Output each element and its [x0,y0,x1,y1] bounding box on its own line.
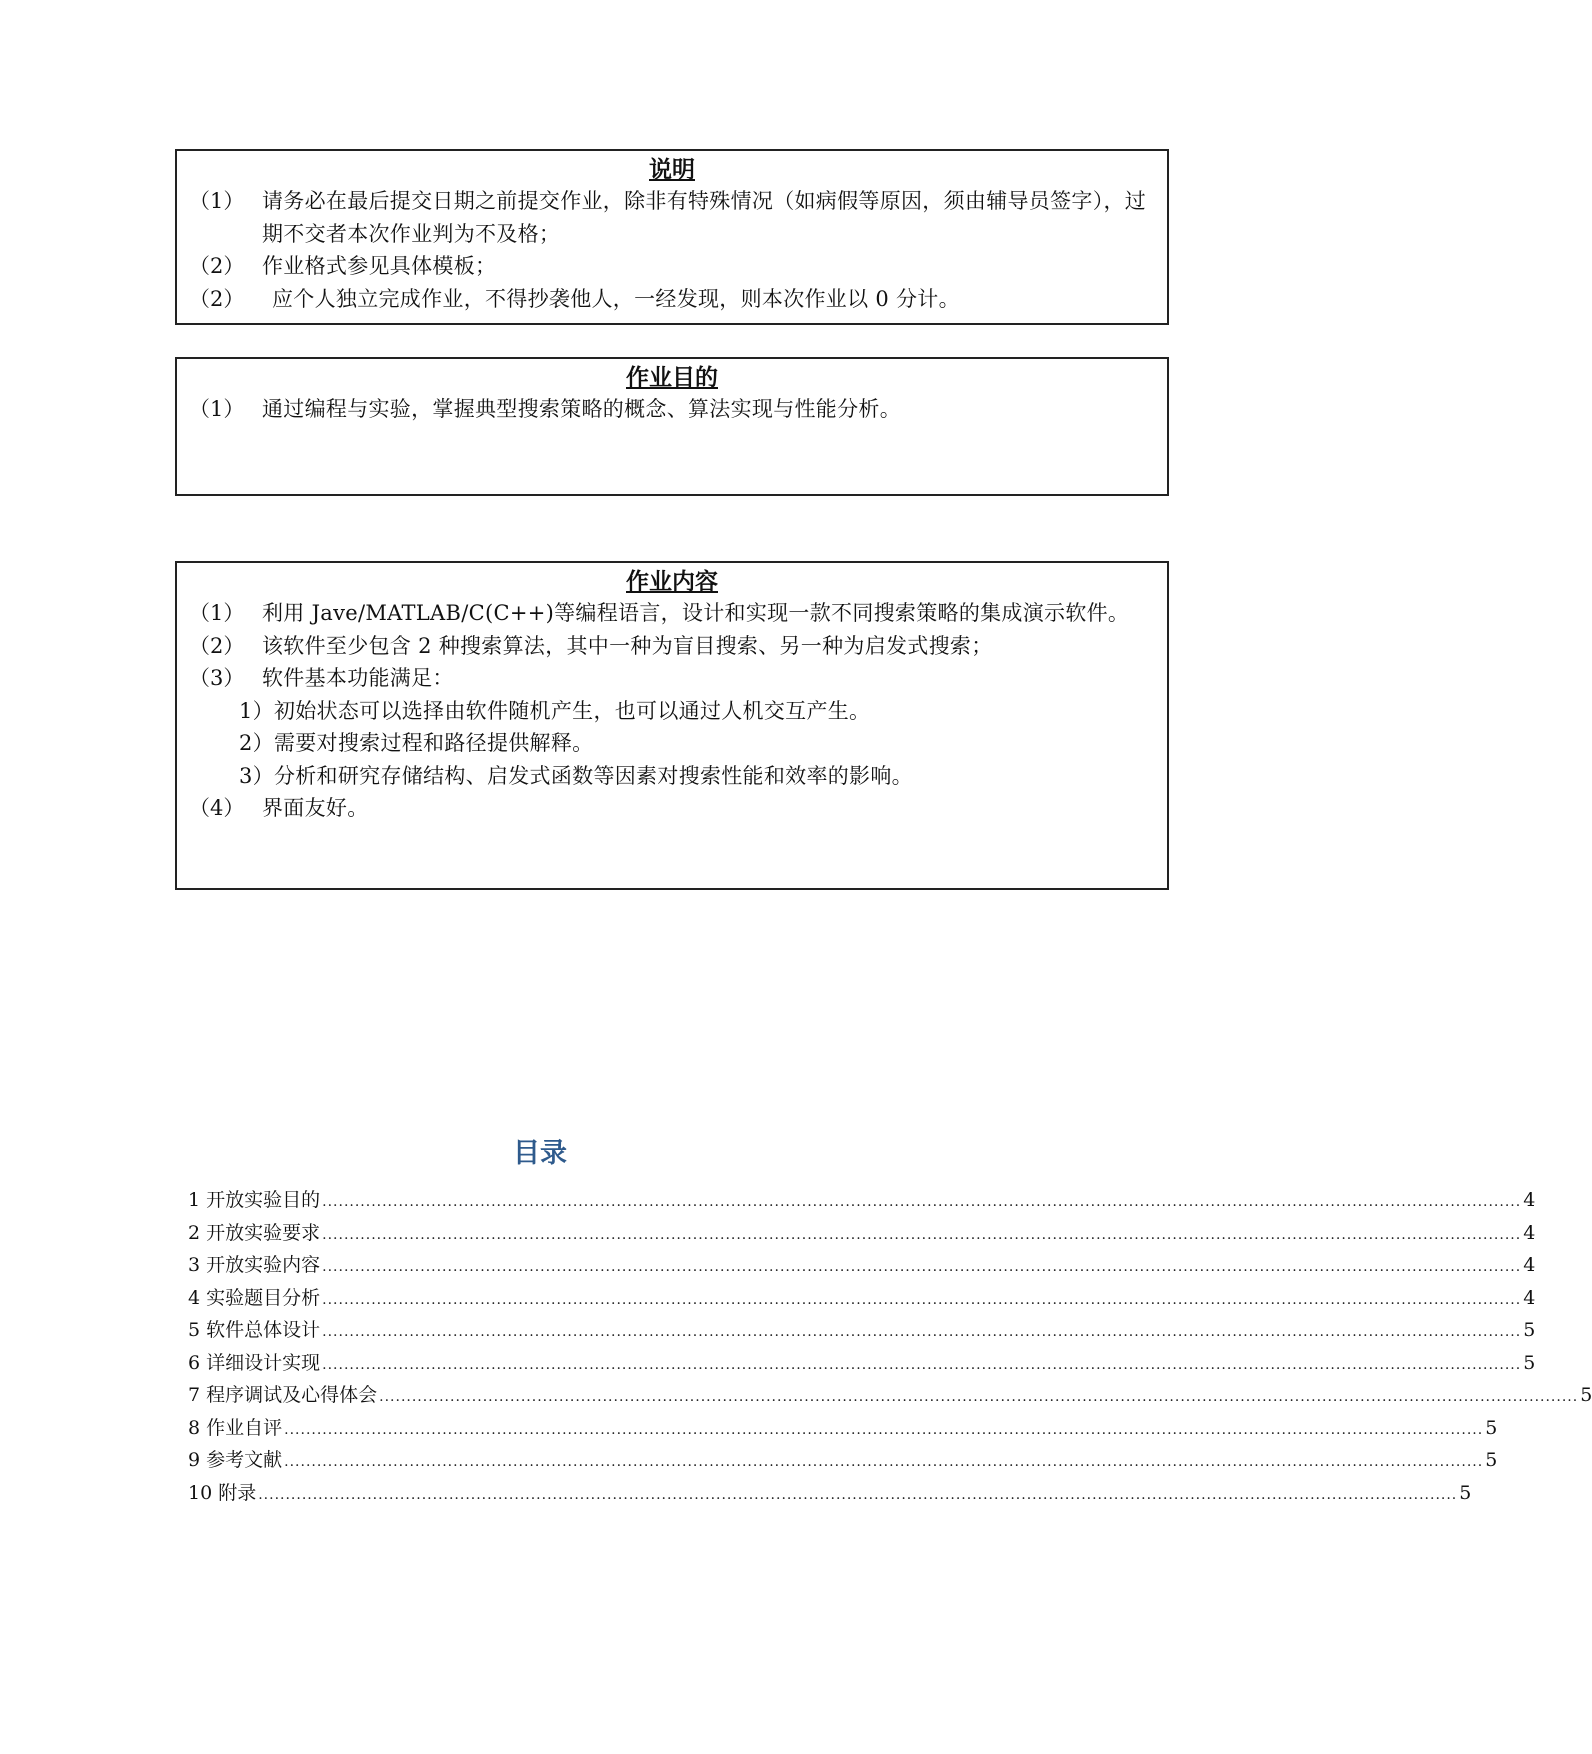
toc-entry[interactable] [188,1184,1536,1217]
toc-title: 目录 [513,1138,567,1169]
toc-entry-label: 4 实验题目分析 [188,1286,321,1309]
item-number: （1） [189,189,245,213]
purpose-title: 作业目的 [626,364,718,391]
instructions-box [175,149,1169,325]
content-subitem-3: 3）分析和研究存储结构、启发式函数等因素对搜索性能和效率的影响。 [239,763,913,788]
content-subitem-1: 1）初始状态可以选择由软件随机产生，也可以通过人机交互产生。 [239,698,871,723]
toc-dot-leader: ............................................................................................................................................................................................................................ [284,1454,1484,1470]
toc-entry-page: 5 [1459,1481,1472,1504]
instructions-title: 说明 [649,156,695,183]
instructions-item-2 [189,250,1155,283]
toc-entry-label: 2 开放实验要求 [188,1221,321,1244]
toc-dot-leader: ............................................................................................................................................................................................................................ [322,1226,1522,1243]
toc-entry-page: 4 [1523,1286,1536,1309]
item-number: （4） [189,796,245,820]
toc-dot-leader: ............................................................................................................................................................................................................................ [379,1389,1579,1405]
toc-entry[interactable] [188,1282,1536,1315]
item-number: （1） [189,397,245,421]
instructions-item-1 [189,185,1155,250]
purpose-box [175,357,1169,496]
toc-entry[interactable] [188,1249,1536,1282]
toc-dot-leader: ............................................................................................................................................................................................................................ [322,1259,1522,1275]
content-item-4 [189,792,1155,825]
toc-entry-label: 10 附录 [188,1481,257,1504]
toc-entry[interactable] [188,1217,1536,1250]
item-number: （2） [189,286,245,311]
item-text: 该软件至少包含 2 种搜索算法，其中一种为盲目搜索、另一种为启发式搜索； [262,633,993,658]
toc-entry[interactable] [188,1477,1472,1510]
toc-entry-page: 5 [1485,1416,1498,1439]
toc-entry-page: 5 [1580,1384,1592,1406]
toc-entry-page: 5 [1523,1319,1536,1341]
toc-entry[interactable] [188,1379,1592,1412]
toc-dot-leader: ............................................................................................................................................................................................................................ [284,1421,1484,1438]
item-number: （3） [189,666,245,690]
toc-entry-page: 4 [1523,1189,1536,1211]
toc-dot-leader: ............................................................................................................................................................................................................................ [258,1486,1458,1503]
content-title: 作业内容 [626,568,718,595]
toc-entry[interactable] [188,1347,1536,1380]
toc-entry-label: 3 开放实验内容 [188,1254,321,1276]
toc-entry-page: 5 [1485,1449,1498,1471]
item-text: 通过编程与实验，掌握典型搜索策略的概念、算法实现与性能分析。 [262,397,901,421]
toc-dot-leader: ............................................................................................................................................................................................................................ [322,1194,1522,1210]
toc-entry-page: 4 [1523,1254,1536,1276]
item-text: 界面友好。 [262,796,369,820]
toc-entry-label: 5 软件总体设计 [188,1319,321,1341]
toc-entry[interactable] [188,1444,1498,1477]
toc-dot-leader: ............................................................................................................................................................................................................................ [322,1324,1522,1340]
item-text: 应个人独立完成作业，不得抄袭他人，一经发现，则本次作业以 0 分计。 [272,286,960,311]
purpose-item-1 [189,393,1155,426]
item-text: 利用 Jave/MATLAB/C(C++)等编程语言，设计和实现一款不同搜索策略的集成演示软件。 [262,601,1130,625]
instructions-item-3 [189,283,1155,316]
toc-entry-label: 7 程序调试及心得体会 [188,1384,378,1406]
toc-entry[interactable] [188,1412,1498,1445]
content-item-3 [189,662,1155,695]
item-text: 作业格式参见具体模板； [262,254,497,278]
content-item-1 [189,597,1155,630]
toc-entry-label: 8 作业自评 [188,1416,283,1439]
toc-entry-label: 6 详细设计实现 [188,1351,321,1374]
toc-entry-label: 9 参考文献 [188,1449,283,1471]
toc-dot-leader: ............................................................................................................................................................................................................................ [322,1356,1522,1373]
content-item-2 [189,630,1155,663]
item-number: （2） [189,254,245,278]
toc-entry[interactable] [188,1314,1536,1347]
content-subitem-2: 2）需要对搜索过程和路径提供解释。 [239,731,594,755]
item-text: 软件基本功能满足： [262,666,454,690]
toc-entry-page: 5 [1523,1351,1536,1374]
toc-entry-label: 1 开放实验目的 [188,1189,321,1211]
content-box [175,561,1169,890]
item-number: （1） [189,601,245,625]
toc-list [188,1184,1592,1509]
toc-dot-leader: ............................................................................................................................................................................................................................ [322,1291,1522,1308]
toc-entry-page: 4 [1523,1221,1536,1244]
item-number: （2） [189,633,245,658]
item-text: 请务必在最后提交日期之前提交作业，除非有特殊情况（如病假等原因，须由辅导员签字），过期不交者本次作业判为不及格； [262,189,1147,246]
